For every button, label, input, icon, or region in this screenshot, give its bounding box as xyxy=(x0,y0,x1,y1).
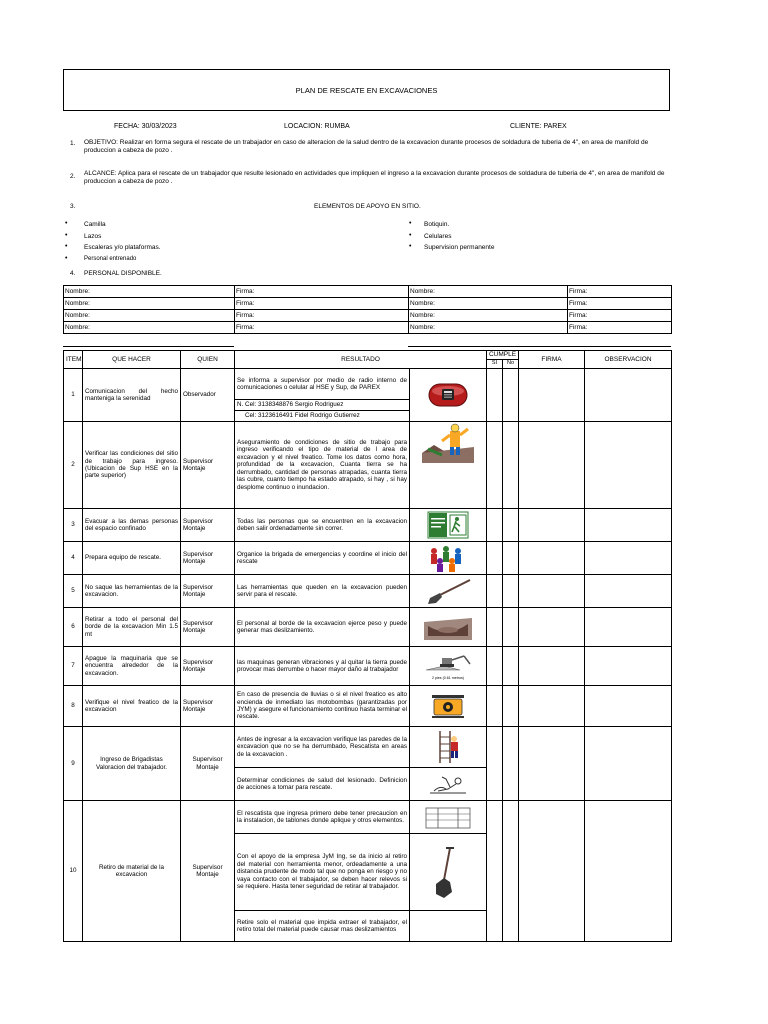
image-cell xyxy=(410,422,487,509)
cumple-si-cell[interactable] xyxy=(487,575,503,608)
image-cell xyxy=(410,911,487,942)
cumple-si-cell[interactable] xyxy=(487,608,503,647)
header-no: No xyxy=(503,360,519,369)
quien-cell: Supervisor Montaje xyxy=(181,801,235,942)
header-cumple: CUMPLE xyxy=(487,351,519,360)
observacion-cell[interactable] xyxy=(585,608,672,647)
locacion: LOCACION: RUMBA xyxy=(284,123,350,130)
resultado-cell: Con el apoyo de la empresa JyM Ing, se da inicio al retiro del material con herramienta menor, ordeadamente a una distancia prudente de modo tal que no ponga en riesgo y no vaya contacto con el trabajador, se deben hacer relevos si se requiere. Hasta tener seguridad de retirar al trabajador. xyxy=(235,834,410,911)
cumple-no-cell[interactable] xyxy=(503,369,519,422)
header-item: ITEM xyxy=(64,351,83,369)
cumple-no-cell[interactable] xyxy=(503,608,519,647)
firma-cell[interactable] xyxy=(519,575,585,608)
header-resultado: RESULTADO xyxy=(235,351,487,369)
resultado-cell: Antes de ingresar a la excavacion verifique las paredes de la excavacion que no se ha derrumbado, Rescatista en areas de la excavacion . xyxy=(235,727,410,768)
firma-cell[interactable] xyxy=(519,686,585,727)
excavator-icon xyxy=(420,652,476,680)
bullet-icon: • xyxy=(409,232,412,239)
header-que-hacer: QUE HACER xyxy=(83,351,181,369)
cumple-no-cell[interactable] xyxy=(503,509,519,542)
personal-row xyxy=(64,310,672,322)
cumple-si-cell[interactable] xyxy=(487,686,503,727)
fecha: FECHA: 30/03/2023 xyxy=(114,123,177,130)
item-number: 3 xyxy=(64,509,83,542)
firma-cell[interactable] xyxy=(519,727,585,801)
image-cell xyxy=(410,834,487,911)
item-number: 7 xyxy=(64,647,83,686)
table-row xyxy=(64,509,672,542)
nombre-field[interactable]: Nombre: xyxy=(409,310,568,322)
divider xyxy=(63,346,234,347)
bullet-icon: • xyxy=(65,243,68,250)
objetivo-text: OBJETIVO: Realizar en forma segura el rescate de un trabajador en caso de alteracion de la salud dentro de la excavacion durante procesos de soldadura de tuberia de 4", en area de manifold de produccion a cabeza de pozo . xyxy=(84,139,649,154)
bullet-icon: • xyxy=(409,243,412,250)
observacion-cell[interactable] xyxy=(585,509,672,542)
bullet-icon: • xyxy=(65,220,68,227)
elemento-right-2: Celulares xyxy=(424,233,452,240)
table-row xyxy=(64,608,672,647)
item-number: 2 xyxy=(64,422,83,509)
alcance-number: 2. xyxy=(70,173,76,180)
nombre-field[interactable]: Nombre: xyxy=(409,286,568,298)
table-row xyxy=(64,647,672,686)
que-hacer-cell: Retiro de material de la excavacion xyxy=(83,801,181,942)
observacion-cell[interactable] xyxy=(585,686,672,727)
contact-line: N. Cel: 3138348876 Sergio Rodriguez xyxy=(235,400,410,411)
cumple-no-cell[interactable] xyxy=(503,575,519,608)
elemento-right-1: Botiquin. xyxy=(424,221,450,228)
firma-field[interactable]: Firma: xyxy=(568,286,672,298)
cumple-no-cell[interactable] xyxy=(503,647,519,686)
image-cell xyxy=(410,801,487,834)
firma-field[interactable]: Firma: xyxy=(235,286,409,298)
quien-cell: Supervisor Montaje xyxy=(181,727,235,801)
quien-cell: Observador xyxy=(181,369,235,422)
worker-in-trench-icon xyxy=(420,423,476,465)
nombre-field[interactable]: Nombre: xyxy=(64,286,235,298)
elemento-left-1: Camilla xyxy=(84,221,106,228)
water-pump-icon xyxy=(420,691,476,721)
evacuation-sign-icon xyxy=(420,510,476,540)
shovel-icon xyxy=(420,844,476,900)
rescue-team-icon xyxy=(420,543,476,573)
resultado-cell: El rescatista que ingresa primero debe tener precaucion en la instalacion, de tablones donde aplique y otros elementos. xyxy=(235,801,410,834)
image-cell xyxy=(410,575,487,608)
firma-cell[interactable] xyxy=(519,422,585,509)
firma-field[interactable]: Firma: xyxy=(568,310,672,322)
elementos-number: 3. xyxy=(70,203,76,210)
item-number: 1 xyxy=(64,369,83,422)
quien-cell: Supervisor Montaje xyxy=(181,647,235,686)
table-row xyxy=(64,575,672,608)
item-number: 5 xyxy=(64,575,83,608)
personal-row xyxy=(64,298,672,310)
firma-cell[interactable] xyxy=(519,509,585,542)
bullet-icon: • xyxy=(65,255,68,262)
image-cell xyxy=(410,542,487,575)
item-number: 6 xyxy=(64,608,83,647)
que-hacer-cell: Comunicacion del hecho manteniga la serenidad xyxy=(83,369,181,422)
firma-cell[interactable] xyxy=(519,542,585,575)
resultado-cell: Determinar condiciones de salud del lesionado. Definicion de acciones a tomar para rescate. xyxy=(235,768,410,801)
que-hacer-cell: Evacuar a las demas personas del espacio confinado xyxy=(83,509,181,542)
resultado-cell: En caso de presencia de lluvias o si el nivel freatico es alto encienda de inmediato las motobombas (garantizadas por JYM) y asegure el funcionamiento continuo hasta terminar el rescate. xyxy=(235,686,410,727)
cumple-si-cell[interactable] xyxy=(487,542,503,575)
quien-cell: Supervisor Montaje xyxy=(181,575,235,608)
cumple-si-cell[interactable] xyxy=(487,647,503,686)
resultado-cell: Se informa a supervisor por medio de radio interno de comunicaciones o celular al HSE y Sup, de PAREX xyxy=(235,369,410,400)
image-cell xyxy=(410,647,487,686)
table-row xyxy=(64,801,672,834)
observacion-cell[interactable] xyxy=(585,647,672,686)
first-aid-icon xyxy=(420,769,476,799)
personal-row xyxy=(64,322,672,334)
personal-table xyxy=(63,285,672,334)
quien-cell: Supervisor Montaje xyxy=(181,509,235,542)
personal-title: PERSONAL DISPONIBLE. xyxy=(84,270,162,277)
header-quien: QUIEN xyxy=(181,351,235,369)
rescue-plan-table xyxy=(63,350,672,942)
cumple-si-cell[interactable] xyxy=(487,369,503,422)
image-cell xyxy=(410,768,487,801)
elementos-title: ELEMENTOS DE APOYO EN SITIO. xyxy=(314,203,421,210)
firma-field[interactable]: Firma: xyxy=(568,322,672,334)
observacion-cell[interactable] xyxy=(585,575,672,608)
trench-boards-icon xyxy=(420,802,476,832)
image-cell xyxy=(410,608,487,647)
quien-cell: Supervisor Montaje xyxy=(181,542,235,575)
observacion-cell[interactable] xyxy=(585,542,672,575)
resultado-cell: Las herramientas que queden en la excavacion pueden servir para el rescate. xyxy=(235,575,410,608)
cumple-no-cell[interactable] xyxy=(503,727,519,801)
cumple-no-cell[interactable] xyxy=(503,686,519,727)
cliente: CLIENTE: PAREX xyxy=(510,123,567,130)
image-cell xyxy=(410,509,487,542)
elemento-right-3: Supervision permanente xyxy=(424,244,495,251)
cumple-si-cell[interactable] xyxy=(487,727,503,801)
header-observacion: OBSERVACION xyxy=(585,351,672,369)
quien-cell: Supervisor Montaje xyxy=(181,686,235,727)
objetivo-number: 1. xyxy=(70,140,76,147)
item-number: 4 xyxy=(64,542,83,575)
observacion-cell[interactable] xyxy=(585,369,672,422)
image-cell xyxy=(410,369,487,422)
nombre-field[interactable]: Nombre: xyxy=(64,322,235,334)
cumple-no-cell[interactable] xyxy=(503,801,519,942)
firma-cell[interactable] xyxy=(519,647,585,686)
resultado-cell: El personal al borde de la excavacion ejerce peso y puede generar mas deslizamiento. xyxy=(235,608,410,647)
firma-field[interactable]: Firma: xyxy=(235,322,409,334)
excavator-caption: 2 pies (0.61 metros) xyxy=(432,676,464,681)
resultado-cell: Todas las personas que se encuentren en la excavacion deben salir ordenadamente sin correr. xyxy=(235,509,410,542)
que-hacer-cell: Verificar las condiciones del sitio de trabajo para ingreso. (Ubicacion de Sup HSE en la parte superior) xyxy=(83,422,181,509)
que-hacer-cell: Retirar a todo el personal del borde de la excavacion Min 1.5 mt xyxy=(83,608,181,647)
firma-field[interactable]: Firma: xyxy=(568,298,672,310)
firma-cell[interactable] xyxy=(519,608,585,647)
personal-number: 4. xyxy=(70,270,76,277)
contact-line: Cel: 3123616491 Fidel Rodrigo Gutierrez xyxy=(235,411,410,422)
nombre-field[interactable]: Nombre: xyxy=(409,322,568,334)
resultado-cell: Aseguramiento de condiciones de sitio de trabajo para ingreso verificando el tipo de material de l area de excavacion y el nivel freatico. Tome los datos como hora, profundidad de la excavacion, Cuanta tierra se ha derrumbado, cantidad de personas atrapadas, cuanta tierra las cubre, cuanto tiempo ha estado atrapado, si hay , si hay desplome continuo o inundacion. xyxy=(235,422,410,509)
table-row xyxy=(64,542,672,575)
observacion-cell[interactable] xyxy=(585,422,672,509)
firma-field[interactable]: Firma: xyxy=(235,310,409,322)
nombre-field[interactable]: Nombre: xyxy=(409,298,568,310)
item-number: 9 xyxy=(64,727,83,801)
table-row xyxy=(64,727,672,768)
divider xyxy=(408,346,671,347)
cumple-no-cell[interactable] xyxy=(503,542,519,575)
firma-cell[interactable] xyxy=(519,369,585,422)
image-cell xyxy=(410,727,487,768)
bullet-icon: • xyxy=(65,232,68,239)
cumple-si-cell[interactable] xyxy=(487,801,503,942)
bullet-icon: • xyxy=(409,220,412,227)
table-row xyxy=(64,369,672,400)
phone-button-icon xyxy=(420,380,476,410)
cumple-si-cell[interactable] xyxy=(487,422,503,509)
elemento-left-3: Escaleras y/o plataformas. xyxy=(84,244,161,251)
nombre-field[interactable]: Nombre: xyxy=(64,310,235,322)
resultado-cell: Retire solo el material que impida extraer el trabajador, el retiro total del material puede causar mas deslizamientos xyxy=(235,911,410,942)
quien-cell: Supervisor Montaje xyxy=(181,608,235,647)
image-cell xyxy=(410,686,487,727)
que-hacer-cell: No saque las herramientas de la excavacion. xyxy=(83,575,181,608)
que-hacer-cell: Prepara equipo de rescate. xyxy=(83,542,181,575)
title-box xyxy=(63,69,670,111)
personal-row xyxy=(64,286,672,298)
cumple-no-cell[interactable] xyxy=(503,422,519,509)
elemento-left-4: Personal entrenado xyxy=(84,256,137,262)
item-number: 10 xyxy=(64,801,83,942)
header-row xyxy=(64,351,672,360)
table-row xyxy=(64,686,672,727)
quien-cell: Supervisor Montaje xyxy=(181,422,235,509)
que-hacer-cell: Apague la maquinaria que se encuentra alrededor de la excavacion. xyxy=(83,647,181,686)
shovel-icon xyxy=(420,576,476,606)
observacion-cell[interactable] xyxy=(585,727,672,801)
firma-cell[interactable] xyxy=(519,801,585,942)
header-firma: FIRMA xyxy=(519,351,585,369)
document-title: PLAN DE RESCATE EN EXCAVACIONES xyxy=(295,86,438,95)
que-hacer-cell: Ingreso de Brigadistas Valoracion del trabajador. xyxy=(83,727,181,801)
ladder-rescuer-icon xyxy=(420,729,476,765)
elemento-left-2: Lazos xyxy=(84,233,102,240)
que-hacer-cell: Verifique el nivel freatico de la excavacion xyxy=(83,686,181,727)
resultado-cell: Organice la brigada de emergencias y coordine el inicio del rescate xyxy=(235,542,410,575)
resultado-cell: las maquinas generan vibraciones y al quitar la tierra puede provocar mas derrumbe o hacer mayor daño al trabajador xyxy=(235,647,410,686)
excavation-edge-icon xyxy=(420,612,476,642)
cumple-si-cell[interactable] xyxy=(487,509,503,542)
nombre-field[interactable]: Nombre: xyxy=(64,298,235,310)
item-number: 8 xyxy=(64,686,83,727)
alcance-text: ALCANCE: Aplica para el rescate de un trabajador que resulte lesionado en actividades que impliquen el ingreso a la excavacion durante procesos de soldadura de tuberia de 4", en area de manifold de produccion a cabeza de pozo . xyxy=(84,170,665,185)
firma-field[interactable]: Firma: xyxy=(235,298,409,310)
header-si: SI xyxy=(487,360,503,369)
observacion-cell[interactable] xyxy=(585,801,672,942)
table-row xyxy=(64,422,672,509)
